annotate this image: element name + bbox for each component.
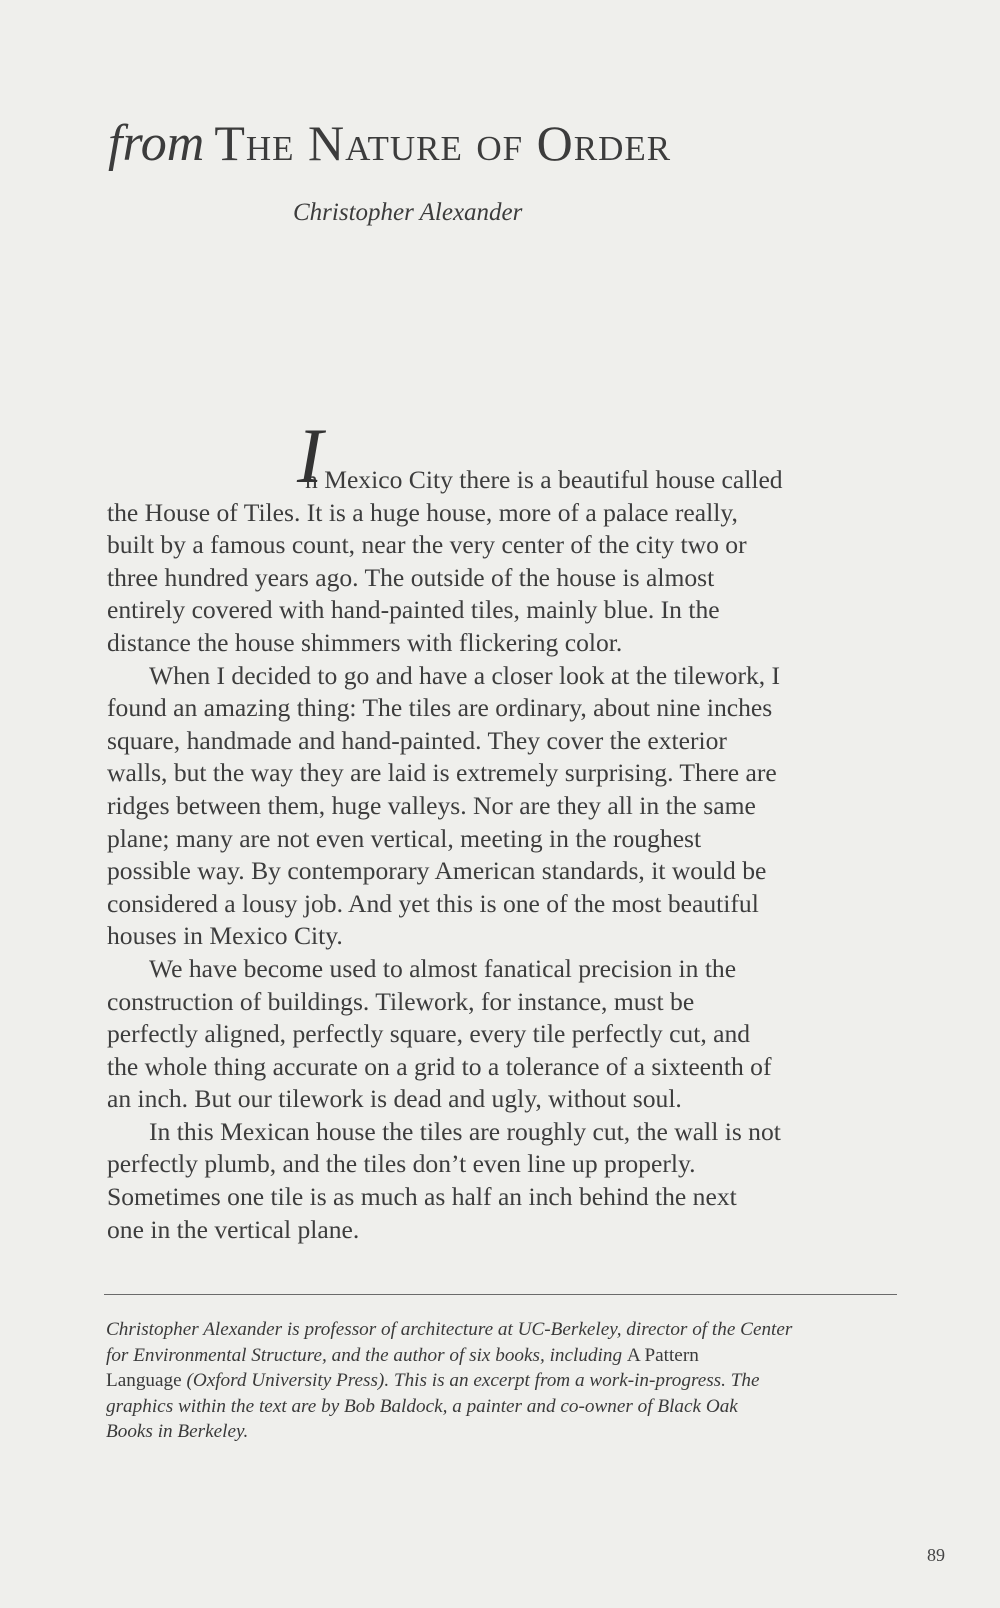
footnote-text: (Oxford University Press). This is an excerpt from a work-in-progress. The [181, 1370, 760, 1392]
body-line: construction of buildings. Tilework, for instance, must be [107, 986, 695, 1016]
body-line: possible way. By contemporary American standards, it would be [107, 856, 767, 886]
footnote-divider [104, 1294, 897, 1295]
body-line: walls, but the way they are laid is extremely surprising. There are [107, 758, 777, 788]
footnote-line: Christopher Alexander is professor of architecture at UC-Berkeley, director of the Center [106, 1319, 793, 1340]
body-line: considered a lousy job. And yet this is one of the most beautiful [107, 888, 759, 918]
body-line: the House of Tiles. It is a huge house, more of a palace really, [107, 497, 738, 527]
body-line: houses in Mexico City. [107, 921, 343, 951]
author-footnote [106, 1317, 906, 1445]
title-from: from [108, 115, 205, 172]
body-line: We have become used to almost fanatical precision in the [149, 953, 737, 983]
footnote-line [106, 1343, 906, 1369]
body-line: square, handmade and hand-painted. They cover the exterior [107, 725, 727, 755]
footnote-line: graphics within the text are by Bob Baldock, a painter and co-owner of Black Oak [106, 1395, 738, 1417]
body-line-text: n Mexico City there is a beautiful house called [305, 465, 783, 494]
body-line: built by a famous count, near the very center of the city two or [107, 530, 747, 560]
body-line: an inch. But our tilework is dead and ugly, without soul. [107, 1084, 682, 1114]
book-title-part: Language [106, 1370, 182, 1392]
body-line: entirely covered with hand-painted tiles, mainly blue. In the [107, 595, 720, 625]
body-line: perfectly plumb, and the tiles don’t even line up properly. [107, 1149, 696, 1179]
body-line: When I decided to go and have a closer look at the tilework, I [149, 660, 781, 690]
drop-cap: I [297, 411, 323, 499]
footnote-line: Books in Berkeley. [106, 1421, 249, 1443]
footnote-line [106, 1368, 906, 1394]
body-line: perfectly aligned, perfectly square, every tile perfectly cut, and [107, 1019, 751, 1049]
body-line [107, 411, 907, 499]
article-title [108, 115, 672, 172]
author-name: Christopher Alexander [293, 199, 523, 226]
body-line: one in the vertical plane. [107, 1214, 360, 1244]
body-line: found an amazing thing: The tiles are ordinary, about nine inches [107, 693, 773, 723]
body-line: three hundred years ago. The outside of the house is almost [107, 562, 715, 592]
article-body [107, 411, 907, 1246]
body-line: the whole thing accurate on a grid to a tolerance of a sixteenth of [107, 1051, 772, 1081]
body-line: In this Mexican house the tiles are roughly cut, the wall is not [149, 1116, 781, 1146]
body-line: plane; many are not even vertical, meeting in the roughest [107, 823, 702, 853]
page-number: 89 [927, 1545, 945, 1565]
footnote-text: for Environmental Structure, and the author of six books, including [106, 1344, 627, 1366]
title-main: The Nature of Order [214, 115, 672, 171]
body-line: Sometimes one tile is as much as half an inch behind the next [107, 1182, 737, 1212]
book-title-part: A Pattern [626, 1344, 699, 1366]
body-line: distance the house shimmers with flickering color. [107, 627, 623, 657]
body-line: ridges between them, huge valleys. Nor are they all in the same [107, 790, 756, 820]
